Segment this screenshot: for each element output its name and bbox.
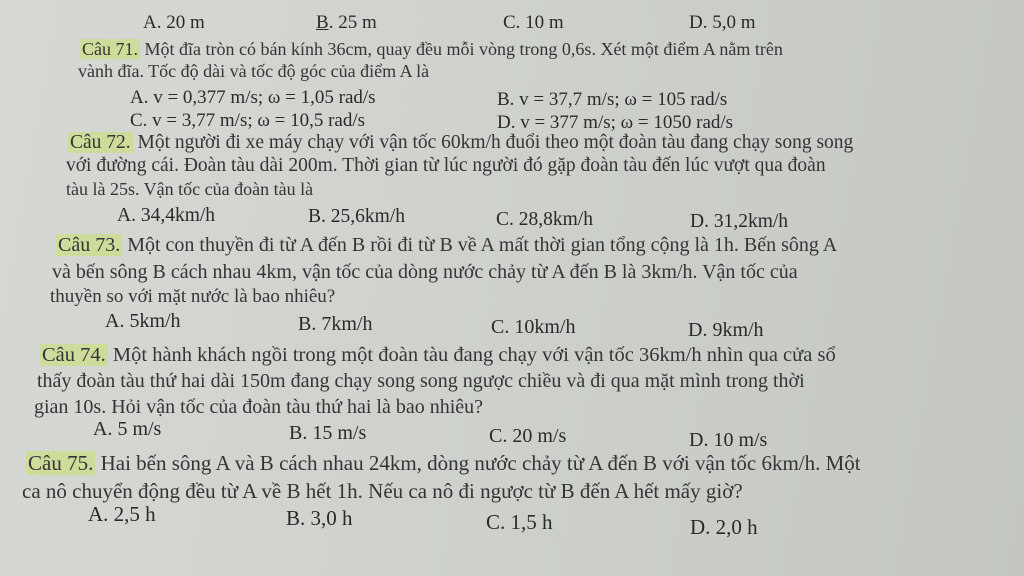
q71-option-a: A. v = 0,377 m/s; ω = 1,05 rad/s <box>130 87 376 108</box>
q75-line1 <box>26 452 861 474</box>
q74-line3: gian 10s. Hỏi vận tốc của đoàn tàu thứ hai là bao nhiêu? <box>34 396 484 418</box>
q73-line1 <box>56 234 837 256</box>
q72-option-d: D. 31,2km/h <box>690 211 789 232</box>
q72-text1: Một người đi xe máy chạy với vận tốc 60km/h đuổi theo một đoàn tàu đang chạy song song <box>132 132 854 153</box>
q71-option-b: B. v = 37,7 m/s; ω = 105 rad/s <box>497 89 728 110</box>
q75-option-c: C. 1,5 h <box>486 510 553 534</box>
q73-option-d: D. 9km/h <box>688 319 764 341</box>
q74-number: Câu 74. <box>42 344 106 366</box>
q74-option-d: D. 10 m/s <box>689 429 768 451</box>
q71-number: Câu 71. <box>82 39 138 59</box>
q75-text1: Hai bến sông A và B cách nhau 24km, dòng nước chảy từ A đến B với vận tốc 6km/h. Một <box>95 451 861 475</box>
q74-text1: Một hành khách ngồi trong một đoàn tàu đang chạy với vận tốc 36km/h nhìn qua cửa sổ <box>107 344 836 366</box>
q72-line3: tàu là 25s. Vận tốc của đoàn tàu là <box>66 179 314 199</box>
prev-option-b <box>316 12 377 34</box>
prev-option-a: A. 20 m <box>143 12 205 33</box>
q72-option-b: B. 25,6km/h <box>308 206 405 227</box>
q73-text1: Một con thuyền đi từ A đến B rồi đi từ B về A mất thời gian tổng cộng là 1h. Bến sông A <box>122 234 838 256</box>
q75-number: Câu 75. <box>28 451 94 475</box>
q71-line2: vành đĩa. Tốc độ dài và tốc độ góc của điểm A là <box>78 61 430 81</box>
q73-number: Câu 73. <box>58 234 121 256</box>
q72-option-a: A. 34,4km/h <box>117 205 216 226</box>
q73-option-a: A. 5km/h <box>105 310 181 332</box>
q74-option-c: C. 20 m/s <box>489 425 567 447</box>
q72-number: Câu 72. <box>70 132 131 153</box>
q73-line2: và bến sông B cách nhau 4km, vận tốc của dòng nước chảy từ A đến B là 3km/h. Vận tốc của <box>52 261 798 283</box>
prev-option-d: D. 5,0 m <box>689 12 756 33</box>
q74-option-a: A. 5 m/s <box>93 418 162 440</box>
q74-line2: thấy đoàn tàu thứ hai dài 150m đang chạy song song ngược chiều và đi qua mặt mình trong thời <box>37 370 805 392</box>
q71-line1 <box>80 38 783 60</box>
q74-option-b: B. 15 m/s <box>289 422 367 444</box>
q75-option-d: D. 2,0 h <box>690 515 758 539</box>
q73-option-c: C. 10km/h <box>491 316 576 338</box>
q74-line1 <box>40 344 836 366</box>
q71-text1: Một đĩa tròn có bán kính 36cm, quay đều mỗi vòng trong 0,6s. Xét một điểm A nằm trên <box>140 39 783 59</box>
q75-option-a: A. 2,5 h <box>88 502 156 526</box>
prev-option-b-text: . 25 m <box>328 12 377 33</box>
q71-option-c: C. v = 3,77 m/s; ω = 10,5 rad/s <box>130 110 366 131</box>
q72-line1 <box>68 132 853 154</box>
q73-line3: thuyền so với mặt nước là bao nhiêu? <box>50 286 336 307</box>
q72-line2: với đường cái. Đoàn tàu dài 200m. Thời gian từ lúc người đó gặp đoàn tàu đến lúc vượt qua đoàn <box>66 155 826 176</box>
q72-option-c: C. 28,8km/h <box>496 209 593 230</box>
prev-option-b-letter: B <box>316 12 329 33</box>
q75-line2: ca nô chuyển động đều từ A về B hết 1h. Nếu ca nô đi ngược từ B đến A hết mấy giờ? <box>22 479 743 503</box>
prev-option-c: C. 10 m <box>503 12 564 33</box>
q75-option-b: B. 3,0 h <box>286 506 353 530</box>
q71-option-d: D. v = 377 m/s; ω = 1050 rad/s <box>497 112 734 133</box>
q73-option-b: B. 7km/h <box>298 313 373 335</box>
